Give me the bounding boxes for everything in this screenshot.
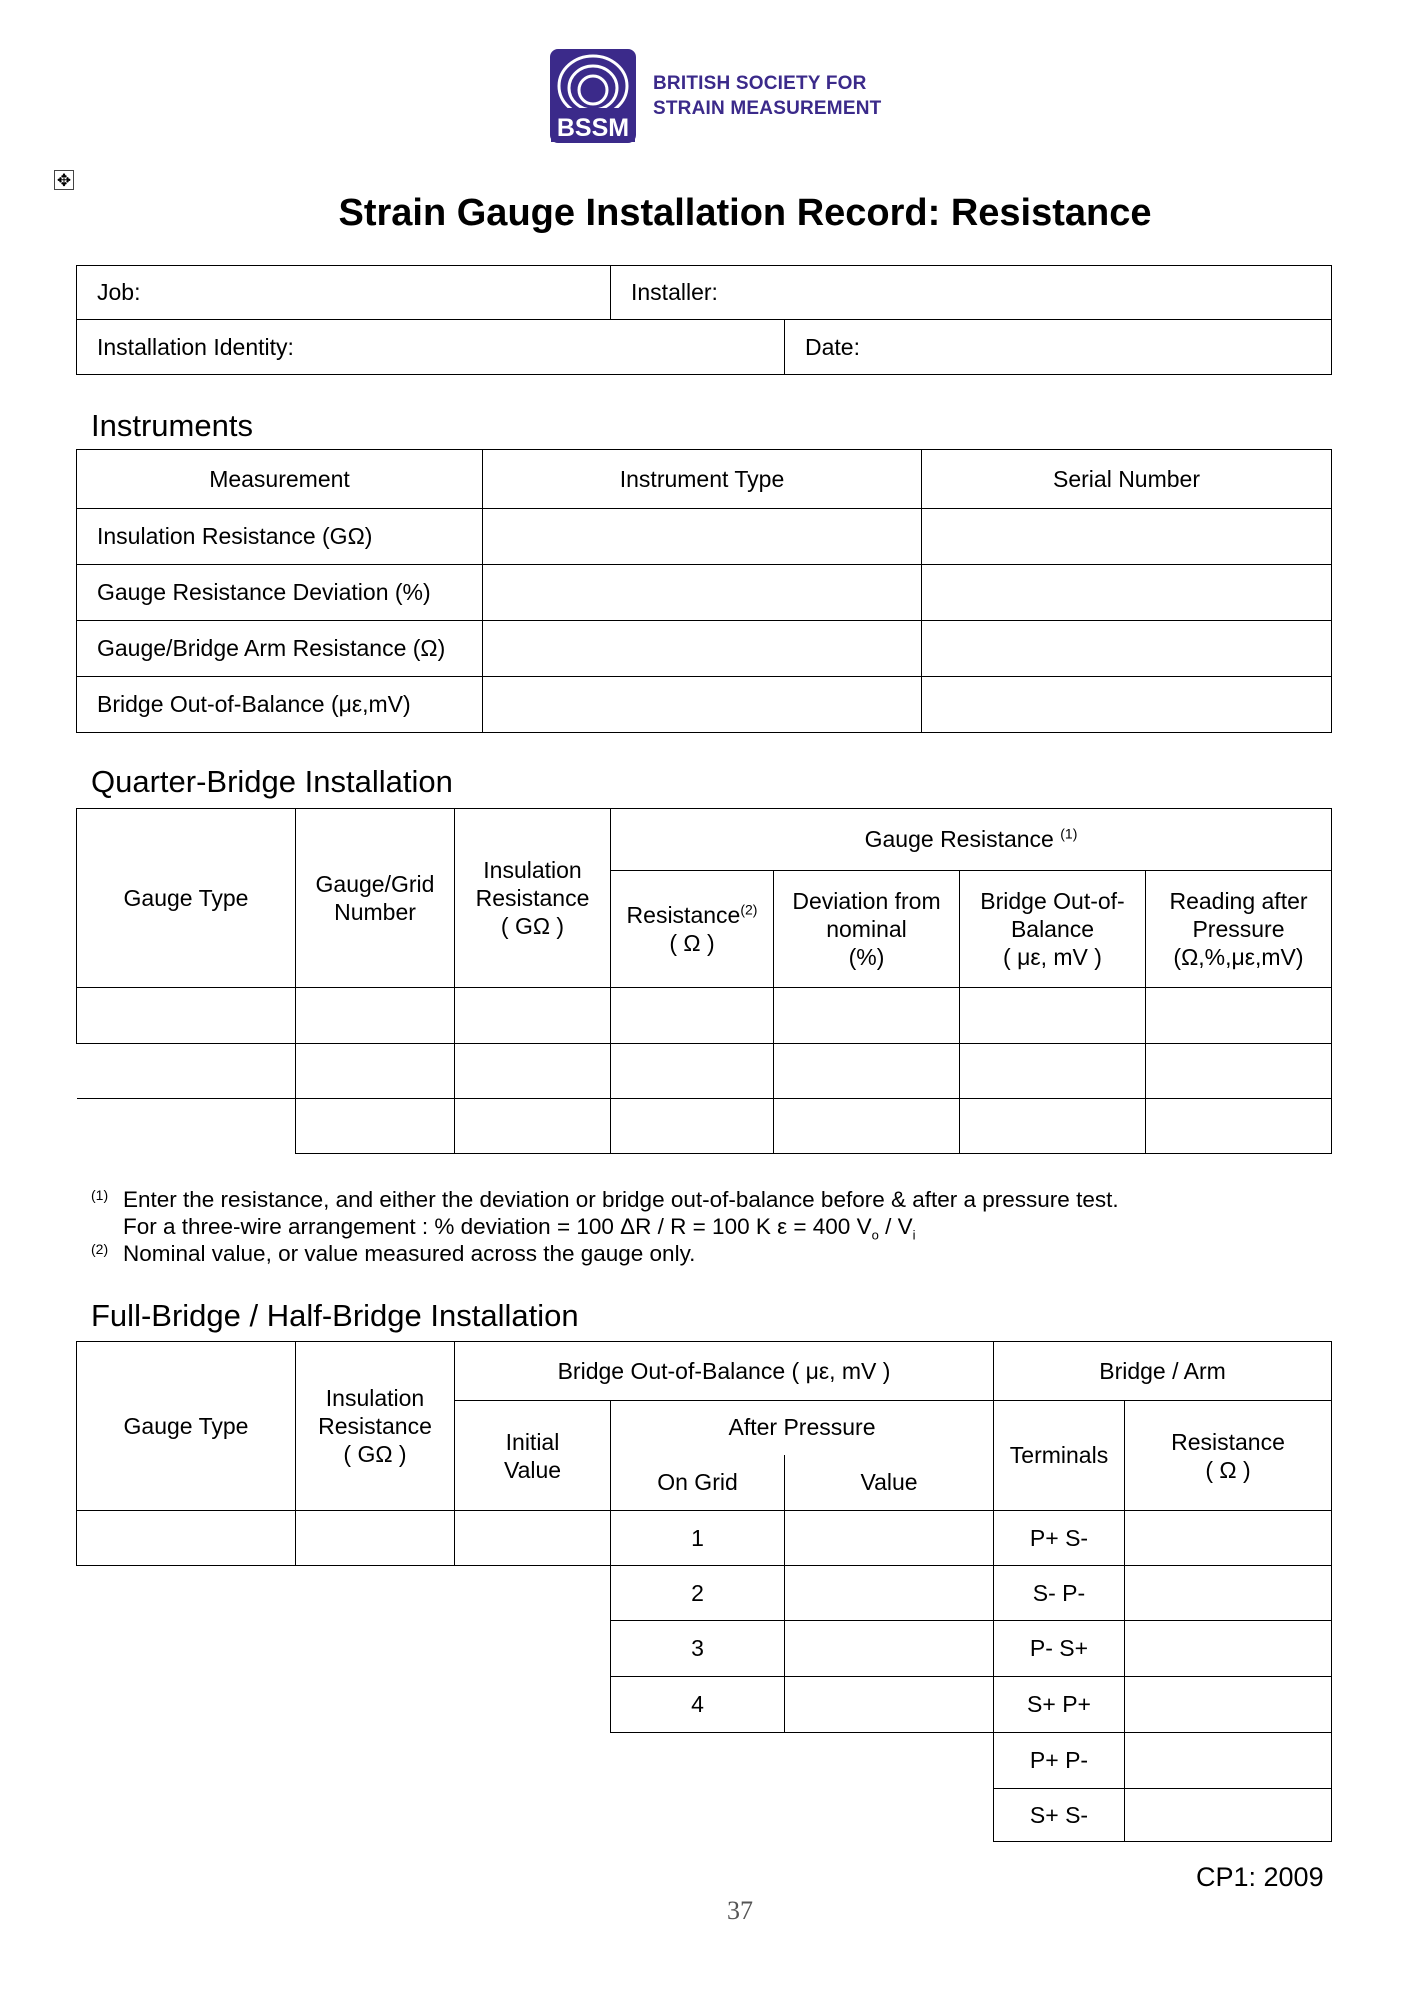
header-line: Number xyxy=(334,899,416,925)
header-line: (Ω,%,με,mV) xyxy=(1173,944,1304,970)
measurement-label: Gauge/Bridge Arm Resistance (Ω) xyxy=(77,621,483,677)
header-line: Insulation xyxy=(483,857,582,883)
table-row xyxy=(77,565,1332,621)
empty-spacer xyxy=(77,1044,296,1099)
header-line: Reading after xyxy=(1169,888,1308,914)
column-header-reading-after-pressure xyxy=(1146,871,1332,988)
footnote-ref: (1) xyxy=(1060,825,1078,842)
header-line: Resistance xyxy=(475,885,590,911)
footnote-marker: (1) xyxy=(91,1187,109,1203)
terminal-pair: S- P- xyxy=(994,1566,1125,1621)
installer-field[interactable]: Installer: xyxy=(611,266,1332,320)
instrument-type-cell[interactable] xyxy=(483,677,922,733)
terminal-pair: P- S+ xyxy=(994,1621,1125,1677)
header-line: Value xyxy=(503,1456,562,1483)
column-header-terminals: Terminals xyxy=(994,1401,1125,1511)
full-bridge-table xyxy=(76,1341,1332,1842)
page-title: Strain Gauge Installation Record: Resistance xyxy=(338,192,1152,234)
bridge-out-of-balance-cell[interactable] xyxy=(960,1044,1146,1099)
header-line: ( GΩ ) xyxy=(500,913,565,939)
column-header-insulation-resistance xyxy=(296,1342,455,1511)
job-field[interactable]: Job: xyxy=(77,266,611,320)
column-header-bridge-out-of-balance: Bridge Out-of-Balance ( με, mV ) xyxy=(455,1342,994,1401)
arm-resistance-cell[interactable] xyxy=(1125,1621,1332,1677)
quarter-bridge-table xyxy=(76,808,1332,1154)
column-header-gauge-type: Gauge Type xyxy=(77,809,296,988)
column-header-after-pressure: After Pressure xyxy=(611,1401,994,1455)
table-row xyxy=(77,1677,1332,1733)
quarter-bridge-heading: Quarter-Bridge Installation xyxy=(91,764,453,799)
grid-number: 2 xyxy=(611,1566,785,1621)
subscript: o xyxy=(871,1227,879,1243)
header-text: Resistance xyxy=(626,902,741,928)
measurement-label: Gauge Resistance Deviation (%) xyxy=(77,565,483,621)
deviation-cell[interactable] xyxy=(774,988,960,1044)
reading-after-pressure-cell[interactable] xyxy=(1146,1044,1332,1099)
footnote-ref: (2) xyxy=(740,901,758,918)
grid-number-cell[interactable] xyxy=(296,1099,455,1154)
deviation-cell[interactable] xyxy=(774,1044,960,1099)
gauge-type-cell[interactable] xyxy=(77,1511,296,1566)
table-row xyxy=(77,1789,1332,1842)
serial-number-cell[interactable] xyxy=(922,565,1332,621)
table-row xyxy=(77,1621,1332,1677)
column-header-instrument-type: Instrument Type xyxy=(483,450,922,509)
arm-resistance-cell[interactable] xyxy=(1125,1566,1332,1621)
header-line: (%) xyxy=(848,944,885,970)
header-text: Gauge Resistance xyxy=(864,826,1054,852)
header-line: nominal xyxy=(826,916,907,942)
header-line: Resistance xyxy=(318,1413,432,1439)
logo-abbreviation: BSSM xyxy=(556,114,630,142)
header-line: Resistance xyxy=(1171,1428,1285,1455)
full-bridge-heading: Full-Bridge / Half-Bridge Installation xyxy=(91,1298,579,1333)
formula-text: For a three-wire arrangement : % deviation = 100 ΔR / R = 100 K ε = 400 V xyxy=(123,1214,872,1239)
empty-spacer xyxy=(77,1621,611,1677)
header-line: Bridge Out-of- xyxy=(980,888,1125,914)
bssm-logo-emblem xyxy=(549,48,637,144)
header-line: Pressure xyxy=(1192,916,1285,942)
column-header-insulation-resistance xyxy=(455,809,611,988)
after-pressure-value-cell[interactable] xyxy=(785,1511,994,1566)
instrument-type-cell[interactable] xyxy=(483,565,922,621)
header-line: Initial xyxy=(505,1428,560,1455)
after-pressure-value-cell[interactable] xyxy=(785,1566,994,1621)
table-row xyxy=(77,1511,1332,1566)
footnote-text: Enter the resistance, and either the deviation or bridge out-of-balance before & after a pressure test. xyxy=(123,1187,1119,1212)
arm-resistance-cell[interactable] xyxy=(1125,1511,1332,1566)
header-line: ( με, mV ) xyxy=(1003,944,1102,970)
terminal-pair: P+ P- xyxy=(994,1733,1125,1789)
insulation-cell[interactable] xyxy=(455,988,611,1044)
gauge-type-cell[interactable] xyxy=(77,988,296,1044)
header-line: Gauge/Grid xyxy=(315,871,435,897)
empty-spacer xyxy=(77,1099,296,1154)
insulation-cell[interactable] xyxy=(455,1044,611,1099)
instruments-table xyxy=(76,449,1332,733)
date-field[interactable]: Date: xyxy=(785,320,1332,375)
serial-number-cell[interactable] xyxy=(922,621,1332,677)
page-number: 37 xyxy=(727,1896,753,1925)
footnote-text: Nominal value, or value measured across the gauge only. xyxy=(123,1241,696,1266)
serial-number-cell[interactable] xyxy=(922,677,1332,733)
after-pressure-value-cell[interactable] xyxy=(785,1621,994,1677)
document-reference: CP1: 2009 xyxy=(1196,1862,1324,1892)
logo-organisation-name xyxy=(653,71,881,121)
table-row xyxy=(77,1099,1332,1154)
header-line: Insulation xyxy=(325,1385,425,1411)
footnote-marker: (2) xyxy=(91,1241,109,1257)
insulation-cell[interactable] xyxy=(296,1511,455,1566)
arm-resistance-cell[interactable] xyxy=(1125,1677,1332,1733)
bridge-out-of-balance-cell[interactable] xyxy=(960,1099,1146,1154)
column-header-serial-number: Serial Number xyxy=(922,450,1332,509)
header-line: ( Ω ) xyxy=(669,930,715,956)
column-header-on-grid: On Grid xyxy=(611,1455,785,1511)
table-move-handle-icon[interactable]: ✥ xyxy=(54,170,74,190)
formula-text: / V xyxy=(878,1214,913,1239)
bssm-logo xyxy=(549,48,637,144)
after-pressure-value-cell[interactable] xyxy=(785,1677,994,1733)
table-row xyxy=(77,1733,1332,1789)
instrument-type-cell[interactable] xyxy=(483,621,922,677)
initial-value-cell[interactable] xyxy=(455,1511,611,1566)
column-header-measurement: Measurement xyxy=(77,450,483,509)
instruments-heading: Instruments xyxy=(91,408,253,443)
column-header-arm-resistance xyxy=(1125,1401,1332,1511)
empty-spacer xyxy=(77,1733,994,1789)
measurement-label: Bridge Out-of-Balance (με,mV) xyxy=(77,677,483,733)
subscript: i xyxy=(912,1227,916,1243)
serial-number-cell[interactable] xyxy=(922,509,1332,565)
table-row xyxy=(77,677,1332,733)
header-line: ( Ω ) xyxy=(1205,1456,1251,1483)
table-row xyxy=(77,1044,1332,1099)
footnote-2 xyxy=(91,1240,695,1267)
grid-number: 1 xyxy=(611,1511,785,1566)
logo-line-1: BRITISH SOCIETY FOR xyxy=(653,73,867,94)
terminal-pair: S+ P+ xyxy=(994,1677,1125,1733)
logo-line-2: STRAIN MEASUREMENT xyxy=(653,98,882,119)
header-line: Deviation from xyxy=(792,888,941,914)
terminal-pair: P+ S- xyxy=(994,1511,1125,1566)
resistance-cell[interactable] xyxy=(611,988,774,1044)
empty-spacer xyxy=(77,1677,611,1733)
arm-resistance-cell[interactable] xyxy=(1125,1789,1332,1842)
column-header-initial-value xyxy=(455,1401,611,1511)
resistance-cell[interactable] xyxy=(611,1044,774,1099)
grid-number: 3 xyxy=(611,1621,785,1677)
reading-after-pressure-cell[interactable] xyxy=(1146,1099,1332,1154)
installation-identity-field[interactable]: Installation Identity: xyxy=(77,320,785,375)
column-header-bridge-arm: Bridge / Arm xyxy=(994,1342,1332,1401)
column-header-deviation xyxy=(774,871,960,988)
column-header-gauge-type: Gauge Type xyxy=(77,1342,296,1511)
table-row xyxy=(77,621,1332,677)
grid-number-cell[interactable] xyxy=(296,1044,455,1099)
column-header-value: Value xyxy=(785,1455,994,1511)
bridge-out-of-balance-cell[interactable] xyxy=(960,988,1146,1044)
grid-number-cell[interactable] xyxy=(296,988,455,1044)
empty-spacer xyxy=(77,1566,611,1621)
insulation-cell[interactable] xyxy=(455,1099,611,1154)
reading-after-pressure-cell[interactable] xyxy=(1146,988,1332,1044)
column-header-resistance xyxy=(611,871,774,988)
column-header-bridge-out-of-balance xyxy=(960,871,1146,988)
measurement-label: Insulation Resistance (GΩ) xyxy=(77,509,483,565)
table-row xyxy=(77,988,1332,1044)
terminal-pair: S+ S- xyxy=(994,1789,1125,1842)
column-header-grid-number xyxy=(296,809,455,988)
grid-number: 4 xyxy=(611,1677,785,1733)
header-line: ( GΩ ) xyxy=(343,1441,407,1467)
job-details-table xyxy=(76,265,1332,375)
column-header-gauge-resistance xyxy=(611,809,1332,871)
table-row xyxy=(77,1566,1332,1621)
empty-spacer xyxy=(77,1789,994,1842)
deviation-cell[interactable] xyxy=(774,1099,960,1154)
table-row xyxy=(77,509,1332,565)
arm-resistance-cell[interactable] xyxy=(1125,1733,1332,1789)
header-line: Balance xyxy=(1010,916,1095,942)
instrument-type-cell[interactable] xyxy=(483,509,922,565)
resistance-cell[interactable] xyxy=(611,1099,774,1154)
